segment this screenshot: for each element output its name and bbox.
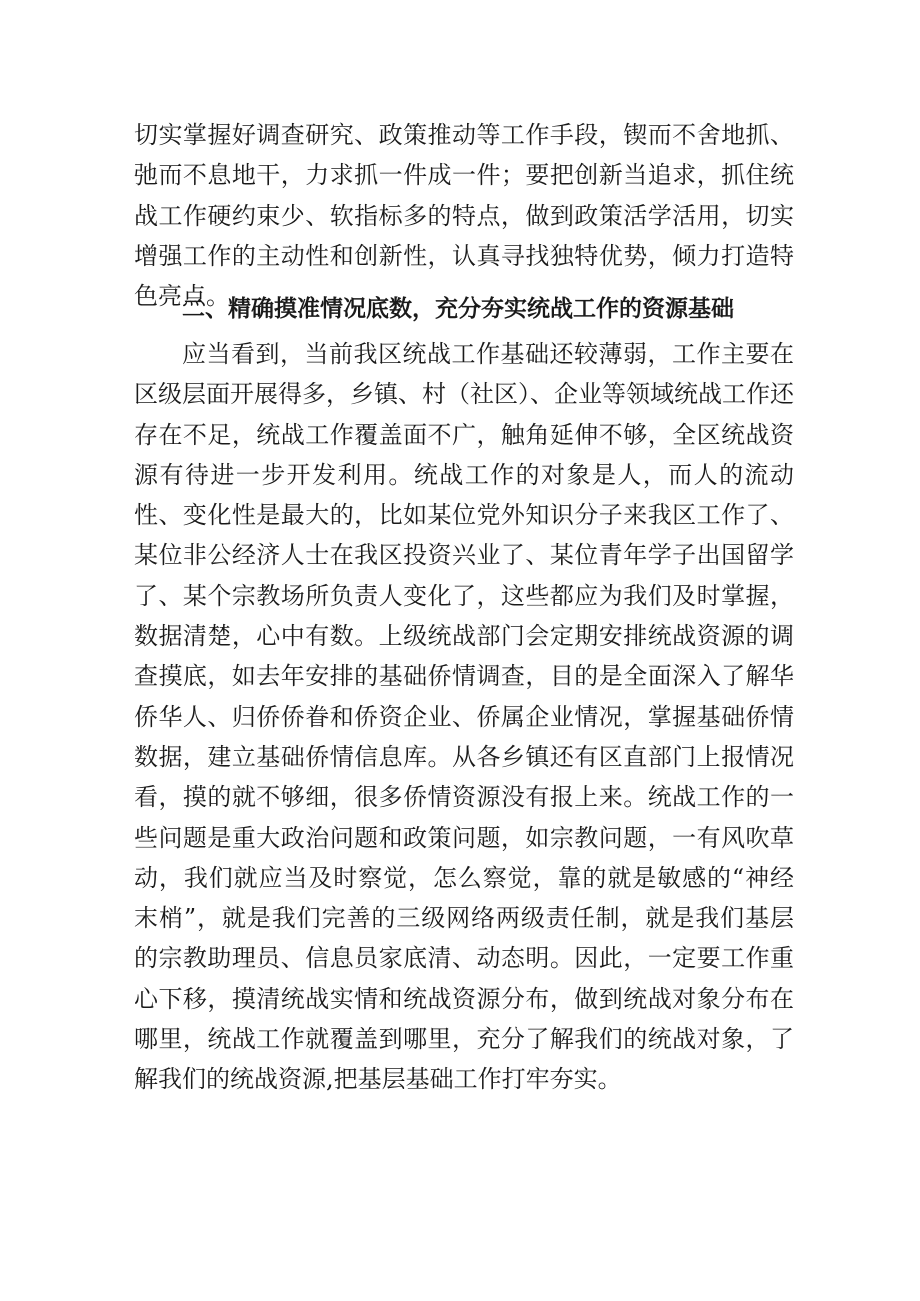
- section-heading: 二、精确摸准情况底数，充分夯实统战工作的资源基础: [182, 296, 734, 322]
- body-paragraph-1: 切实掌握好调查研究、政策推动等工作手段，锲而不舍地抓、弛而不息地干，力求抓一件成一件；要把创新当追求，抓住统战工作硬约束少、软指标多的特点，做到政策活学活用，切实增强工作的主动性和创新性，认真寻找独特优势，倾力打造特色亮点。: [134, 121, 794, 311]
- body-paragraph-2: 应当看到，当前我区统战工作基础还较薄弱，工作主要在区级层面开展得多，乡镇、村（社区）、企业等领域统战工作还存在不足，统战工作覆盖面不广，触角延伸不够，全区统战资源有待进一步开发利用。统战工作的对象是人，而人的流动性、变化性是最大的，比如某位党外知识分子来我区工作了、某位非公经济人士在我区投资兴业了、某位青年学子出国留学了、某个宗教场所负责人变化了，这些都应为我们及时掌握，数据清楚，心中有数。上级统战部门会定期安排统战资源的调查摸底，如去年安排的基础侨情调查，目的是全面深入了解华侨华人、归侨侨眷和侨资企业、侨属企业情况，掌握基础侨情数据，建立基础侨情信息库。从各乡镇还有区直部门上报情况看，摸的就不够细，很多侨情资源没有报上来。统战工作的一些问题是重大政治问题和政策问题，如宗教问题，一有风吹草动，我们就应当及时察觉，怎么察觉，靠的就是敏感的“神经末梢”，就是我们完善的三级网络两级责任制，就是我们基层的宗教助理员、信息员家底清、动态明。因此，一定要工作重心下移，摸清统战实情和统战资源分布，做到统战对象分布在哪里，统战工作就覆盖到哪里，充分了解我们的统战对象，了解我们的统战资源,把基层基础工作打牢夯实。: [134, 340, 794, 1094]
